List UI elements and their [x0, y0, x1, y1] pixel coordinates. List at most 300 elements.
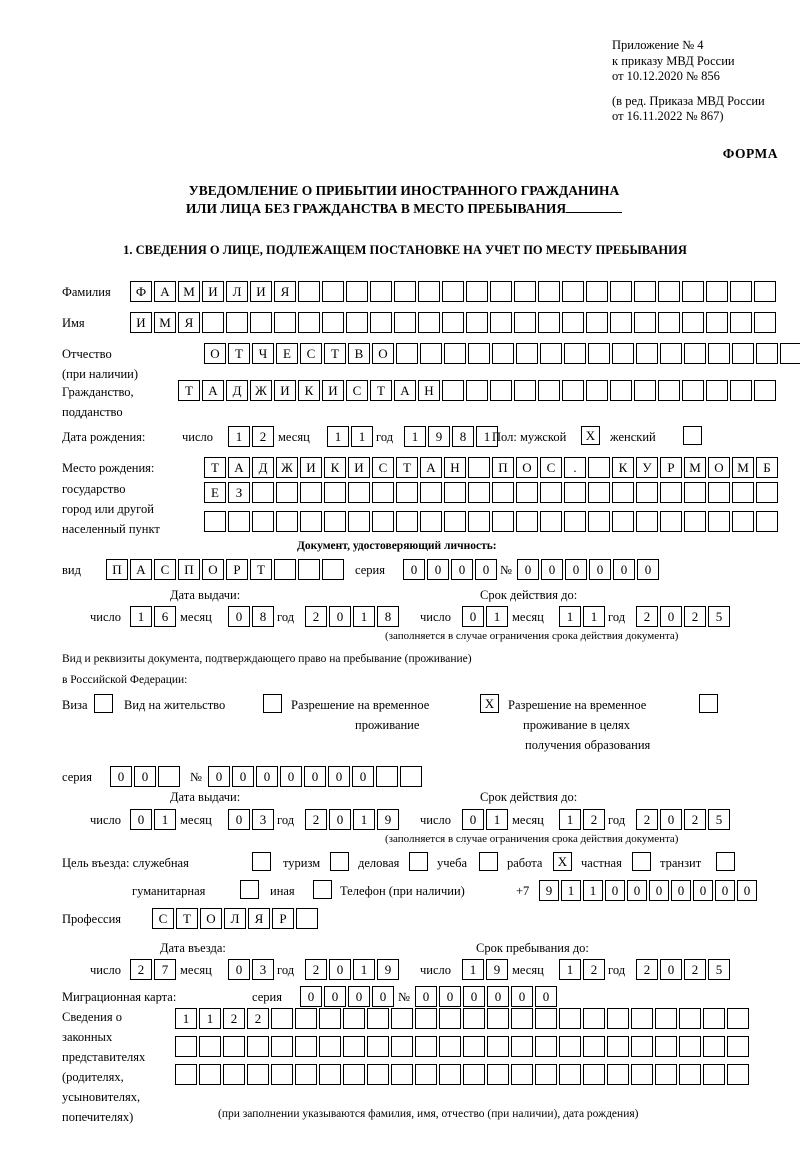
- char-cell[interactable]: М: [732, 457, 754, 478]
- field-birth-day[interactable]: [228, 426, 276, 447]
- char-cell[interactable]: [271, 1036, 293, 1057]
- char-cell[interactable]: С: [540, 457, 562, 478]
- char-cell[interactable]: [466, 281, 488, 302]
- char-cell[interactable]: 0: [671, 880, 691, 901]
- char-cell[interactable]: 2: [247, 1008, 269, 1029]
- field-doc-issue-year[interactable]: [305, 606, 401, 627]
- field-patronymic[interactable]: [204, 343, 800, 364]
- char-cell[interactable]: [252, 511, 274, 532]
- char-cell[interactable]: 0: [589, 559, 611, 580]
- checkbox-purpose-private[interactable]: [632, 852, 653, 871]
- char-cell[interactable]: [418, 281, 440, 302]
- char-cell[interactable]: 0: [737, 880, 757, 901]
- char-cell[interactable]: К: [298, 380, 320, 401]
- checkbox-edu-residence[interactable]: [699, 694, 720, 713]
- field-birth-month[interactable]: [327, 426, 375, 447]
- field-entry-year[interactable]: [305, 959, 401, 980]
- char-cell[interactable]: [487, 1036, 509, 1057]
- char-cell[interactable]: [324, 482, 346, 503]
- char-cell[interactable]: [727, 1008, 749, 1029]
- field-doc-number[interactable]: [517, 559, 661, 580]
- char-cell[interactable]: Я: [178, 312, 200, 333]
- char-cell[interactable]: [372, 511, 394, 532]
- char-cell[interactable]: И: [348, 457, 370, 478]
- char-cell[interactable]: [492, 343, 514, 364]
- char-cell[interactable]: О: [202, 559, 224, 580]
- char-cell[interactable]: З: [228, 482, 250, 503]
- char-cell[interactable]: [588, 482, 610, 503]
- char-cell[interactable]: А: [154, 281, 176, 302]
- char-cell[interactable]: Т: [250, 559, 272, 580]
- char-cell[interactable]: [367, 1008, 389, 1029]
- char-cell[interactable]: 2: [130, 959, 152, 980]
- char-cell[interactable]: [463, 1008, 485, 1029]
- char-cell[interactable]: [228, 511, 250, 532]
- checkbox-cell[interactable]: [313, 880, 332, 899]
- char-cell[interactable]: [175, 1036, 197, 1057]
- char-cell[interactable]: [276, 482, 298, 503]
- char-cell[interactable]: У: [636, 457, 658, 478]
- char-cell[interactable]: [730, 312, 752, 333]
- char-cell[interactable]: 0: [130, 809, 152, 830]
- field-legal-row-2[interactable]: [175, 1036, 751, 1057]
- checkbox-sex-male[interactable]: [581, 426, 602, 445]
- char-cell[interactable]: Я: [248, 908, 270, 929]
- char-cell[interactable]: Т: [176, 908, 198, 929]
- char-cell[interactable]: 2: [684, 959, 706, 980]
- char-cell[interactable]: 0: [605, 880, 625, 901]
- char-cell[interactable]: [562, 312, 584, 333]
- char-cell[interactable]: 0: [463, 986, 485, 1007]
- char-cell[interactable]: 2: [305, 959, 327, 980]
- char-cell[interactable]: [514, 281, 536, 302]
- char-cell[interactable]: [300, 482, 322, 503]
- char-cell[interactable]: 2: [305, 606, 327, 627]
- checkbox-cell[interactable]: [683, 426, 702, 445]
- checkbox-purpose-business[interactable]: [409, 852, 430, 871]
- char-cell[interactable]: [660, 511, 682, 532]
- field-name[interactable]: [130, 312, 778, 333]
- char-cell[interactable]: О: [516, 457, 538, 478]
- char-cell[interactable]: [420, 482, 442, 503]
- char-cell[interactable]: [271, 1008, 293, 1029]
- checkbox-purpose-tourism[interactable]: [330, 852, 351, 871]
- checkbox-purpose-other[interactable]: [313, 880, 334, 899]
- char-cell[interactable]: Ж: [250, 380, 272, 401]
- char-cell[interactable]: [226, 312, 248, 333]
- char-cell[interactable]: 0: [300, 986, 322, 1007]
- char-cell[interactable]: [346, 312, 368, 333]
- char-cell[interactable]: [636, 482, 658, 503]
- char-cell[interactable]: 2: [583, 809, 605, 830]
- checkbox-cell[interactable]: [632, 852, 651, 871]
- checkbox-cell[interactable]: [330, 852, 349, 871]
- char-cell[interactable]: [631, 1064, 653, 1085]
- char-cell[interactable]: О: [200, 908, 222, 929]
- char-cell[interactable]: [780, 343, 800, 364]
- checkbox-residence[interactable]: [263, 694, 284, 713]
- char-cell[interactable]: 0: [660, 959, 682, 980]
- field-stay-end-day[interactable]: [462, 959, 510, 980]
- char-cell[interactable]: П: [106, 559, 128, 580]
- char-cell[interactable]: 2: [684, 809, 706, 830]
- char-cell[interactable]: [274, 559, 296, 580]
- char-cell[interactable]: 1: [351, 426, 373, 447]
- char-cell[interactable]: 0: [329, 959, 351, 980]
- char-cell[interactable]: Н: [444, 457, 466, 478]
- char-cell[interactable]: 1: [353, 809, 375, 830]
- char-cell[interactable]: [468, 511, 490, 532]
- char-cell[interactable]: 0: [541, 559, 563, 580]
- char-cell[interactable]: [538, 312, 560, 333]
- char-cell[interactable]: [684, 511, 706, 532]
- char-cell[interactable]: М: [154, 312, 176, 333]
- char-cell[interactable]: [631, 1036, 653, 1057]
- field-stay-end-month[interactable]: [559, 959, 607, 980]
- checkbox-cell[interactable]: Х: [581, 426, 600, 445]
- char-cell[interactable]: [727, 1064, 749, 1085]
- char-cell[interactable]: [756, 482, 778, 503]
- char-cell[interactable]: 3: [252, 959, 274, 980]
- field-stay-series[interactable]: [110, 766, 182, 787]
- char-cell[interactable]: Д: [252, 457, 274, 478]
- char-cell[interactable]: А: [228, 457, 250, 478]
- char-cell[interactable]: [703, 1008, 725, 1029]
- char-cell[interactable]: П: [492, 457, 514, 478]
- char-cell[interactable]: [708, 482, 730, 503]
- char-cell[interactable]: [562, 380, 584, 401]
- char-cell[interactable]: .: [564, 457, 586, 478]
- char-cell[interactable]: С: [300, 343, 322, 364]
- char-cell[interactable]: 0: [613, 559, 635, 580]
- field-surname[interactable]: [130, 281, 778, 302]
- char-cell[interactable]: [540, 482, 562, 503]
- char-cell[interactable]: 5: [708, 606, 730, 627]
- char-cell[interactable]: [439, 1064, 461, 1085]
- char-cell[interactable]: Б: [756, 457, 778, 478]
- char-cell[interactable]: [588, 511, 610, 532]
- field-doc-issue-day[interactable]: [130, 606, 178, 627]
- char-cell[interactable]: 8: [252, 606, 274, 627]
- char-cell[interactable]: [367, 1036, 389, 1057]
- char-cell[interactable]: [468, 457, 490, 478]
- char-cell[interactable]: [612, 482, 634, 503]
- char-cell[interactable]: 0: [451, 559, 473, 580]
- char-cell[interactable]: [418, 312, 440, 333]
- field-doc-valid-month[interactable]: [559, 606, 607, 627]
- char-cell[interactable]: [538, 281, 560, 302]
- checkbox-purpose-humanitarian[interactable]: [240, 880, 261, 899]
- char-cell[interactable]: [511, 1064, 533, 1085]
- char-cell[interactable]: М: [684, 457, 706, 478]
- char-cell[interactable]: 8: [452, 426, 474, 447]
- field-citizenship[interactable]: [178, 380, 778, 401]
- char-cell[interactable]: Р: [272, 908, 294, 929]
- char-cell[interactable]: [204, 511, 226, 532]
- char-cell[interactable]: 0: [439, 986, 461, 1007]
- char-cell[interactable]: 8: [377, 606, 399, 627]
- char-cell[interactable]: [559, 1036, 581, 1057]
- char-cell[interactable]: Е: [204, 482, 226, 503]
- field-stay-issue-day[interactable]: [130, 809, 178, 830]
- char-cell[interactable]: А: [202, 380, 224, 401]
- char-cell[interactable]: 1: [462, 959, 484, 980]
- char-cell[interactable]: [370, 281, 392, 302]
- char-cell[interactable]: 9: [486, 959, 508, 980]
- checkbox-cell[interactable]: [240, 880, 259, 899]
- field-legal-row-1[interactable]: [175, 1008, 751, 1029]
- char-cell[interactable]: 1: [476, 426, 498, 447]
- char-cell[interactable]: [492, 482, 514, 503]
- char-cell[interactable]: [559, 1064, 581, 1085]
- char-cell[interactable]: О: [372, 343, 394, 364]
- char-cell[interactable]: [444, 482, 466, 503]
- char-cell[interactable]: [415, 1036, 437, 1057]
- char-cell[interactable]: [223, 1036, 245, 1057]
- char-cell[interactable]: [588, 343, 610, 364]
- char-cell[interactable]: [298, 312, 320, 333]
- char-cell[interactable]: [391, 1064, 413, 1085]
- char-cell[interactable]: [490, 312, 512, 333]
- char-cell[interactable]: [420, 511, 442, 532]
- char-cell[interactable]: 1: [583, 606, 605, 627]
- char-cell[interactable]: А: [130, 559, 152, 580]
- char-cell[interactable]: [586, 312, 608, 333]
- char-cell[interactable]: В: [348, 343, 370, 364]
- char-cell[interactable]: 0: [475, 559, 497, 580]
- char-cell[interactable]: 9: [539, 880, 559, 901]
- char-cell[interactable]: [274, 312, 296, 333]
- char-cell[interactable]: [679, 1036, 701, 1057]
- char-cell[interactable]: [322, 559, 344, 580]
- field-profession[interactable]: [152, 908, 320, 929]
- char-cell[interactable]: [754, 380, 776, 401]
- char-cell[interactable]: [607, 1036, 629, 1057]
- char-cell[interactable]: [540, 511, 562, 532]
- char-cell[interactable]: 1: [353, 959, 375, 980]
- char-cell[interactable]: 0: [715, 880, 735, 901]
- char-cell[interactable]: 0: [660, 809, 682, 830]
- char-cell[interactable]: 0: [637, 559, 659, 580]
- char-cell[interactable]: [511, 1036, 533, 1057]
- field-stay-issue-month[interactable]: [228, 809, 276, 830]
- checkbox-cell[interactable]: [699, 694, 718, 713]
- checkbox-cell[interactable]: [716, 852, 735, 871]
- char-cell[interactable]: 5: [708, 809, 730, 830]
- char-cell[interactable]: [367, 1064, 389, 1085]
- char-cell[interactable]: О: [708, 457, 730, 478]
- char-cell[interactable]: [703, 1036, 725, 1057]
- field-stay-issue-year[interactable]: [305, 809, 401, 830]
- checkbox-temp-residence[interactable]: [480, 694, 501, 713]
- char-cell[interactable]: [370, 312, 392, 333]
- char-cell[interactable]: 1: [559, 809, 581, 830]
- char-cell[interactable]: [562, 281, 584, 302]
- char-cell[interactable]: [372, 482, 394, 503]
- char-cell[interactable]: [703, 1064, 725, 1085]
- char-cell[interactable]: 0: [329, 809, 351, 830]
- char-cell[interactable]: И: [250, 281, 272, 302]
- char-cell[interactable]: 1: [175, 1008, 197, 1029]
- char-cell[interactable]: [271, 1064, 293, 1085]
- char-cell[interactable]: [658, 312, 680, 333]
- char-cell[interactable]: [706, 312, 728, 333]
- char-cell[interactable]: Р: [660, 457, 682, 478]
- char-cell[interactable]: [199, 1064, 221, 1085]
- char-cell[interactable]: 0: [517, 559, 539, 580]
- char-cell[interactable]: [487, 1064, 509, 1085]
- char-cell[interactable]: [463, 1064, 485, 1085]
- char-cell[interactable]: [607, 1008, 629, 1029]
- checkbox-purpose-study[interactable]: [479, 852, 500, 871]
- field-doc-issue-month[interactable]: [228, 606, 276, 627]
- char-cell[interactable]: [439, 1008, 461, 1029]
- field-doc-valid-year[interactable]: [636, 606, 732, 627]
- char-cell[interactable]: Д: [226, 380, 248, 401]
- char-cell[interactable]: [468, 482, 490, 503]
- char-cell[interactable]: [660, 482, 682, 503]
- char-cell[interactable]: [394, 312, 416, 333]
- field-birth-year[interactable]: [404, 426, 500, 447]
- char-cell[interactable]: 1: [561, 880, 581, 901]
- char-cell[interactable]: [199, 1036, 221, 1057]
- char-cell[interactable]: 0: [328, 766, 350, 787]
- char-cell[interactable]: 1: [486, 606, 508, 627]
- char-cell[interactable]: 2: [636, 809, 658, 830]
- char-cell[interactable]: [684, 482, 706, 503]
- char-cell[interactable]: [708, 511, 730, 532]
- char-cell[interactable]: О: [204, 343, 226, 364]
- char-cell[interactable]: [348, 482, 370, 503]
- char-cell[interactable]: 0: [232, 766, 254, 787]
- char-cell[interactable]: Н: [418, 380, 440, 401]
- char-cell[interactable]: [655, 1008, 677, 1029]
- char-cell[interactable]: [730, 380, 752, 401]
- char-cell[interactable]: [324, 511, 346, 532]
- char-cell[interactable]: 2: [305, 809, 327, 830]
- char-cell[interactable]: [394, 281, 416, 302]
- char-cell[interactable]: С: [372, 457, 394, 478]
- char-cell[interactable]: [708, 343, 730, 364]
- char-cell[interactable]: А: [394, 380, 416, 401]
- char-cell[interactable]: 1: [228, 426, 250, 447]
- checkbox-cell[interactable]: Х: [553, 852, 572, 871]
- char-cell[interactable]: С: [154, 559, 176, 580]
- char-cell[interactable]: [516, 511, 538, 532]
- char-cell[interactable]: [586, 281, 608, 302]
- checkbox-cell[interactable]: [94, 694, 113, 713]
- char-cell[interactable]: [298, 281, 320, 302]
- char-cell[interactable]: 3: [252, 809, 274, 830]
- char-cell[interactable]: 7: [154, 959, 176, 980]
- char-cell[interactable]: [732, 511, 754, 532]
- char-cell[interactable]: [636, 511, 658, 532]
- field-stay-valid-day[interactable]: [462, 809, 510, 830]
- char-cell[interactable]: [415, 1008, 437, 1029]
- char-cell[interactable]: 6: [154, 606, 176, 627]
- char-cell[interactable]: Я: [274, 281, 296, 302]
- char-cell[interactable]: [490, 380, 512, 401]
- char-cell[interactable]: 0: [228, 809, 250, 830]
- char-cell[interactable]: [658, 281, 680, 302]
- char-cell[interactable]: [492, 511, 514, 532]
- char-cell[interactable]: [276, 511, 298, 532]
- char-cell[interactable]: [658, 380, 680, 401]
- char-cell[interactable]: [559, 1008, 581, 1029]
- char-cell[interactable]: [535, 1008, 557, 1029]
- field-entry-day[interactable]: [130, 959, 178, 980]
- char-cell[interactable]: [400, 766, 422, 787]
- char-cell[interactable]: [754, 312, 776, 333]
- char-cell[interactable]: 1: [559, 959, 581, 980]
- char-cell[interactable]: 1: [559, 606, 581, 627]
- char-cell[interactable]: [511, 1008, 533, 1029]
- char-cell[interactable]: [247, 1064, 269, 1085]
- field-stay-end-year[interactable]: [636, 959, 732, 980]
- char-cell[interactable]: 0: [228, 959, 250, 980]
- char-cell[interactable]: [706, 380, 728, 401]
- char-cell[interactable]: [535, 1036, 557, 1057]
- char-cell[interactable]: 2: [583, 959, 605, 980]
- char-cell[interactable]: [516, 482, 538, 503]
- checkbox-purpose-work[interactable]: [553, 852, 574, 871]
- char-cell[interactable]: [583, 1036, 605, 1057]
- char-cell[interactable]: 0: [535, 986, 557, 1007]
- char-cell[interactable]: [420, 343, 442, 364]
- char-cell[interactable]: [564, 343, 586, 364]
- char-cell[interactable]: [634, 380, 656, 401]
- field-legal-row-3[interactable]: [175, 1064, 751, 1085]
- char-cell[interactable]: Т: [396, 457, 418, 478]
- char-cell[interactable]: 0: [134, 766, 156, 787]
- char-cell[interactable]: 0: [110, 766, 132, 787]
- field-phone[interactable]: [539, 880, 759, 901]
- char-cell[interactable]: [610, 312, 632, 333]
- char-cell[interactable]: [247, 1036, 269, 1057]
- char-cell[interactable]: [322, 312, 344, 333]
- char-cell[interactable]: [730, 281, 752, 302]
- char-cell[interactable]: [612, 343, 634, 364]
- char-cell[interactable]: 2: [252, 426, 274, 447]
- char-cell[interactable]: 0: [352, 766, 374, 787]
- field-stay-valid-month[interactable]: [559, 809, 607, 830]
- char-cell[interactable]: Т: [178, 380, 200, 401]
- checkbox-visa[interactable]: [94, 694, 115, 713]
- char-cell[interactable]: [319, 1064, 341, 1085]
- char-cell[interactable]: [583, 1008, 605, 1029]
- char-cell[interactable]: Е: [276, 343, 298, 364]
- char-cell[interactable]: 0: [660, 606, 682, 627]
- char-cell[interactable]: 1: [353, 606, 375, 627]
- char-cell[interactable]: [300, 511, 322, 532]
- char-cell[interactable]: [296, 908, 318, 929]
- char-cell[interactable]: [682, 380, 704, 401]
- char-cell[interactable]: 0: [511, 986, 533, 1007]
- char-cell[interactable]: [346, 281, 368, 302]
- char-cell[interactable]: 1: [583, 880, 603, 901]
- field-birthplace-row-1[interactable]: [204, 457, 780, 478]
- char-cell[interactable]: [610, 281, 632, 302]
- char-cell[interactable]: [343, 1064, 365, 1085]
- char-cell[interactable]: Т: [370, 380, 392, 401]
- char-cell[interactable]: [634, 281, 656, 302]
- field-entry-month[interactable]: [228, 959, 276, 980]
- char-cell[interactable]: [535, 1064, 557, 1085]
- char-cell[interactable]: [754, 281, 776, 302]
- char-cell[interactable]: 0: [256, 766, 278, 787]
- char-cell[interactable]: С: [152, 908, 174, 929]
- char-cell[interactable]: 0: [329, 606, 351, 627]
